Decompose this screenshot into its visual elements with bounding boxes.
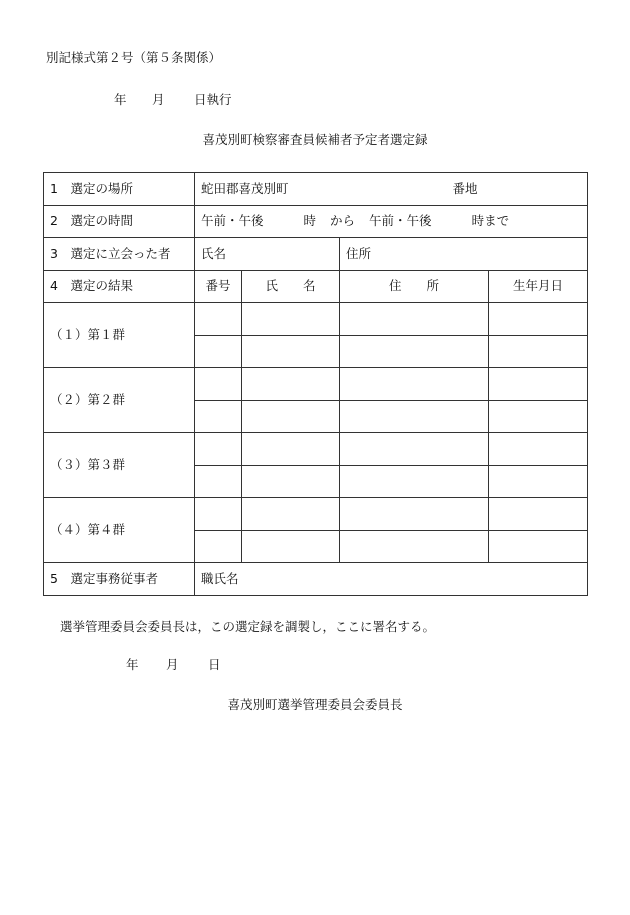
entry-cell[interactable]: [340, 303, 489, 336]
col-header-address: 住 所: [340, 270, 489, 303]
witness-label: 3 選定に立会った者: [44, 238, 195, 271]
entry-cell[interactable]: [340, 368, 489, 401]
time-start-ampm: 午前・午後: [201, 213, 264, 228]
entry-cell[interactable]: [195, 433, 242, 466]
row-witness: [44, 238, 588, 271]
row-place: [44, 173, 588, 206]
entry-cell[interactable]: [195, 335, 242, 368]
time-end-ampm: 午前・午後: [369, 213, 432, 228]
entry-cell[interactable]: [242, 368, 340, 401]
time-start-unit: 時: [303, 213, 317, 228]
place-value-cell: [195, 173, 588, 206]
entry-cell[interactable]: [195, 530, 242, 563]
sign-date-month: 月: [166, 657, 179, 672]
entry-cell[interactable]: [340, 498, 489, 531]
witness-address-label: 住所: [346, 245, 372, 261]
group-4-label: （４）第４群: [44, 498, 195, 563]
entry-cell[interactable]: [489, 465, 588, 498]
signer-title: 喜茂別町選挙管理委員会委員長: [227, 697, 403, 712]
time-end-unit: 時まで: [471, 213, 510, 228]
entry-cell[interactable]: [242, 498, 340, 531]
group-3-row-a: [44, 433, 588, 466]
entry-cell[interactable]: [489, 368, 588, 401]
entry-cell[interactable]: [489, 400, 588, 433]
row-time: [44, 205, 588, 238]
entry-cell[interactable]: [195, 368, 242, 401]
row-result-header: [44, 270, 588, 303]
exec-date-day: 日執行: [194, 92, 232, 107]
entry-cell[interactable]: [242, 433, 340, 466]
entry-cell[interactable]: [340, 335, 489, 368]
entry-cell[interactable]: [195, 303, 242, 336]
entry-cell[interactable]: [489, 433, 588, 466]
result-label: 4 選定の結果: [44, 270, 195, 303]
exec-date-year: 年: [114, 92, 127, 107]
group-1-row-a: [44, 303, 588, 336]
witness-name-label: 氏名: [201, 245, 227, 261]
form-label: 別記様式第２号（第５条関係）: [46, 50, 222, 65]
entry-cell[interactable]: [340, 400, 489, 433]
entry-cell[interactable]: [489, 498, 588, 531]
entry-cell[interactable]: [195, 465, 242, 498]
entry-cell[interactable]: [242, 465, 340, 498]
entry-cell[interactable]: [195, 498, 242, 531]
col-header-birthdate: 生年月日: [489, 270, 588, 303]
document-title: 喜茂別町検察審査員候補者予定者選定録: [202, 132, 428, 147]
entry-cell[interactable]: [242, 335, 340, 368]
place-value: 蛇田郡喜茂別町: [201, 180, 289, 196]
staff-value-cell: [195, 563, 588, 596]
group-4-row-a: [44, 498, 588, 531]
entry-cell[interactable]: [340, 530, 489, 563]
witness-address-cell: [340, 238, 588, 271]
entry-cell[interactable]: [489, 530, 588, 563]
entry-cell[interactable]: [340, 465, 489, 498]
group-3-label: （３）第３群: [44, 433, 195, 498]
place-label: 1 選定の場所: [44, 173, 195, 206]
time-from: から: [330, 213, 356, 228]
group-2-label: （２）第２群: [44, 368, 195, 433]
time-label: 2 選定の時間: [44, 205, 195, 238]
entry-cell[interactable]: [195, 400, 242, 433]
witness-name-cell: [195, 238, 340, 271]
exec-date-month: 月: [152, 92, 165, 107]
staff-value: 職氏名: [201, 570, 239, 586]
entry-cell[interactable]: [489, 335, 588, 368]
entry-cell[interactable]: [489, 303, 588, 336]
col-header-name: 氏 名: [242, 270, 340, 303]
selection-record-table: [43, 172, 588, 596]
row-staff: [44, 563, 588, 596]
sign-date-year: 年: [126, 657, 139, 672]
staff-label: 5 選定事務従事者: [44, 563, 195, 596]
sign-date-day: 日: [208, 657, 221, 672]
col-header-number: 番号: [195, 270, 242, 303]
group-1-label: （１）第１群: [44, 303, 195, 368]
entry-cell[interactable]: [340, 433, 489, 466]
entry-cell[interactable]: [242, 400, 340, 433]
place-suffix: 番地: [452, 180, 478, 196]
group-2-row-a: [44, 368, 588, 401]
entry-cell[interactable]: [242, 303, 340, 336]
entry-cell[interactable]: [242, 530, 340, 563]
time-value-cell: [195, 205, 588, 238]
certification-statement: 選挙管理委員会委員長は，この選定録を調製し，ここに署名する。: [60, 619, 436, 634]
